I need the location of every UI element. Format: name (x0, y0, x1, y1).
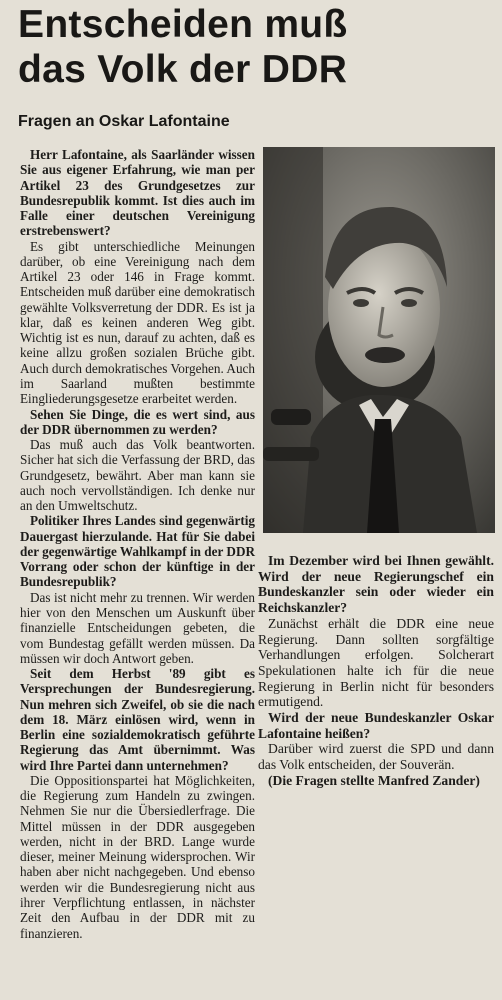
answer-2: Das muß auch das Volk beantworten. Sicher hat sich die Verfassung der BRD, das Grundgesetz, bewährt. Aber man kann sie auch noch vervollständigen. Ich denke nur an den Umweltschutz. (20, 437, 255, 514)
portrait-illustration (263, 147, 495, 533)
portrait-photo (263, 147, 495, 533)
article-column-right (258, 553, 494, 789)
answer-1: Es gibt unterschiedliche Meinungen darüber, ob eine Vereinigung nach dem Artikel 23 oder 146 in Frage kommt. Entscheiden muß darüber eine demokratisch gewählte Volksverretung der DDR. Es ist ja klar, daß es keinen anderen Weg gibt. Wichtig ist es nun, darauf zu achten, daß es keine allzu großen sozialen Brüche gibt. Auch durch demokratisches Vorgehen. Auch im Saarland mußten bestimmte Eingliederungsgesetze erarbeitet werden. (20, 238, 255, 407)
question-4: Seit dem Herbst '89 gibt es Versprechungen der Bundesregierung. Nun mehren sich Zweifel, ob sie die nach dem 18. März einlösen wird, wenn in Berlin eine sozialdemokratisch geführte Regierung das Amt übernimmt. Was wird Ihre Partei dann unternehmen? (20, 666, 255, 773)
answer-5: Zunächst erhält die DDR eine neue Regierung. Dann sollten sorgfältige Verhandlungen erfolgen. Solcherart Spekulationen halte ich für die neue Regierung in Berlin nicht für besonders ermutigend. (258, 615, 494, 710)
question-6: Wird der neue Bundeskanzler Oskar Lafontaine heißen? (258, 710, 494, 741)
subheadline: Fragen an Oskar Lafontaine (18, 113, 230, 130)
question-3: Politiker Ihres Landes sind gegenwärtig Dauergast hierzulande. Hat für Sie dabei der gegenwärtige Wahlkampf in der DDR Vorrang oder schon der künftige in der Bundesrepublik? (20, 513, 255, 590)
answer-3: Das ist nicht mehr zu trennen. Wir werden hier von den Menschen um Auskunft über finanzielle Entscheidungen gebeten, die vom Bundestag gefällt werden müssen. Da müssen wir doch Antwort geben. (20, 589, 255, 666)
question-2: Sehen Sie Dinge, die es wert sind, aus der DDR übernommen zu werden? (20, 406, 255, 437)
article-column-left (20, 147, 255, 941)
question-1: Herr Lafontaine, als Saarländer wissen Sie aus eigener Erfahrung, wie man per Artikel 23 des Grundgesetzes zur Bundesrepublik kommt. Ist dies auch im Falle einer deutschen Vereinigung erstrebenswert? (20, 147, 255, 239)
answer-4: Die Oppositionspartei hat Möglichkeiten, die Regierung zum Handeln zu zwingen. Nehmen Sie nur die Übersiedlerfrage. Die Mittel müssen in der DDR ausgegeben werden, nicht in der BRD. Lange wurde dieser, meiner Meinung widersprochen. Wir haben aber nicht nachgegeben. Und ebenso werden wir die Bundesregierung nicht aus ihrer Verpflichtung entlassen, in nächster Zeit den Aufbau in der DDR mit zu finanzieren. (20, 772, 255, 941)
question-5: Im Dezember wird bei Ihnen gewählt. Wird der neue Regierungschef ein Bundeskanzler sein oder wieder ein Reichskanzler? (258, 553, 494, 616)
answer-6: Darüber wird zuerst die SPD und dann das Volk entscheiden, der Souverän. (258, 741, 494, 773)
interviewer-credit: (Die Fragen stellte Manfred Zander) (268, 772, 480, 788)
headline-line-1: Entscheiden muß (18, 3, 348, 46)
headline (18, 2, 498, 92)
headline-line-2: das Volk der DDR (18, 48, 348, 91)
